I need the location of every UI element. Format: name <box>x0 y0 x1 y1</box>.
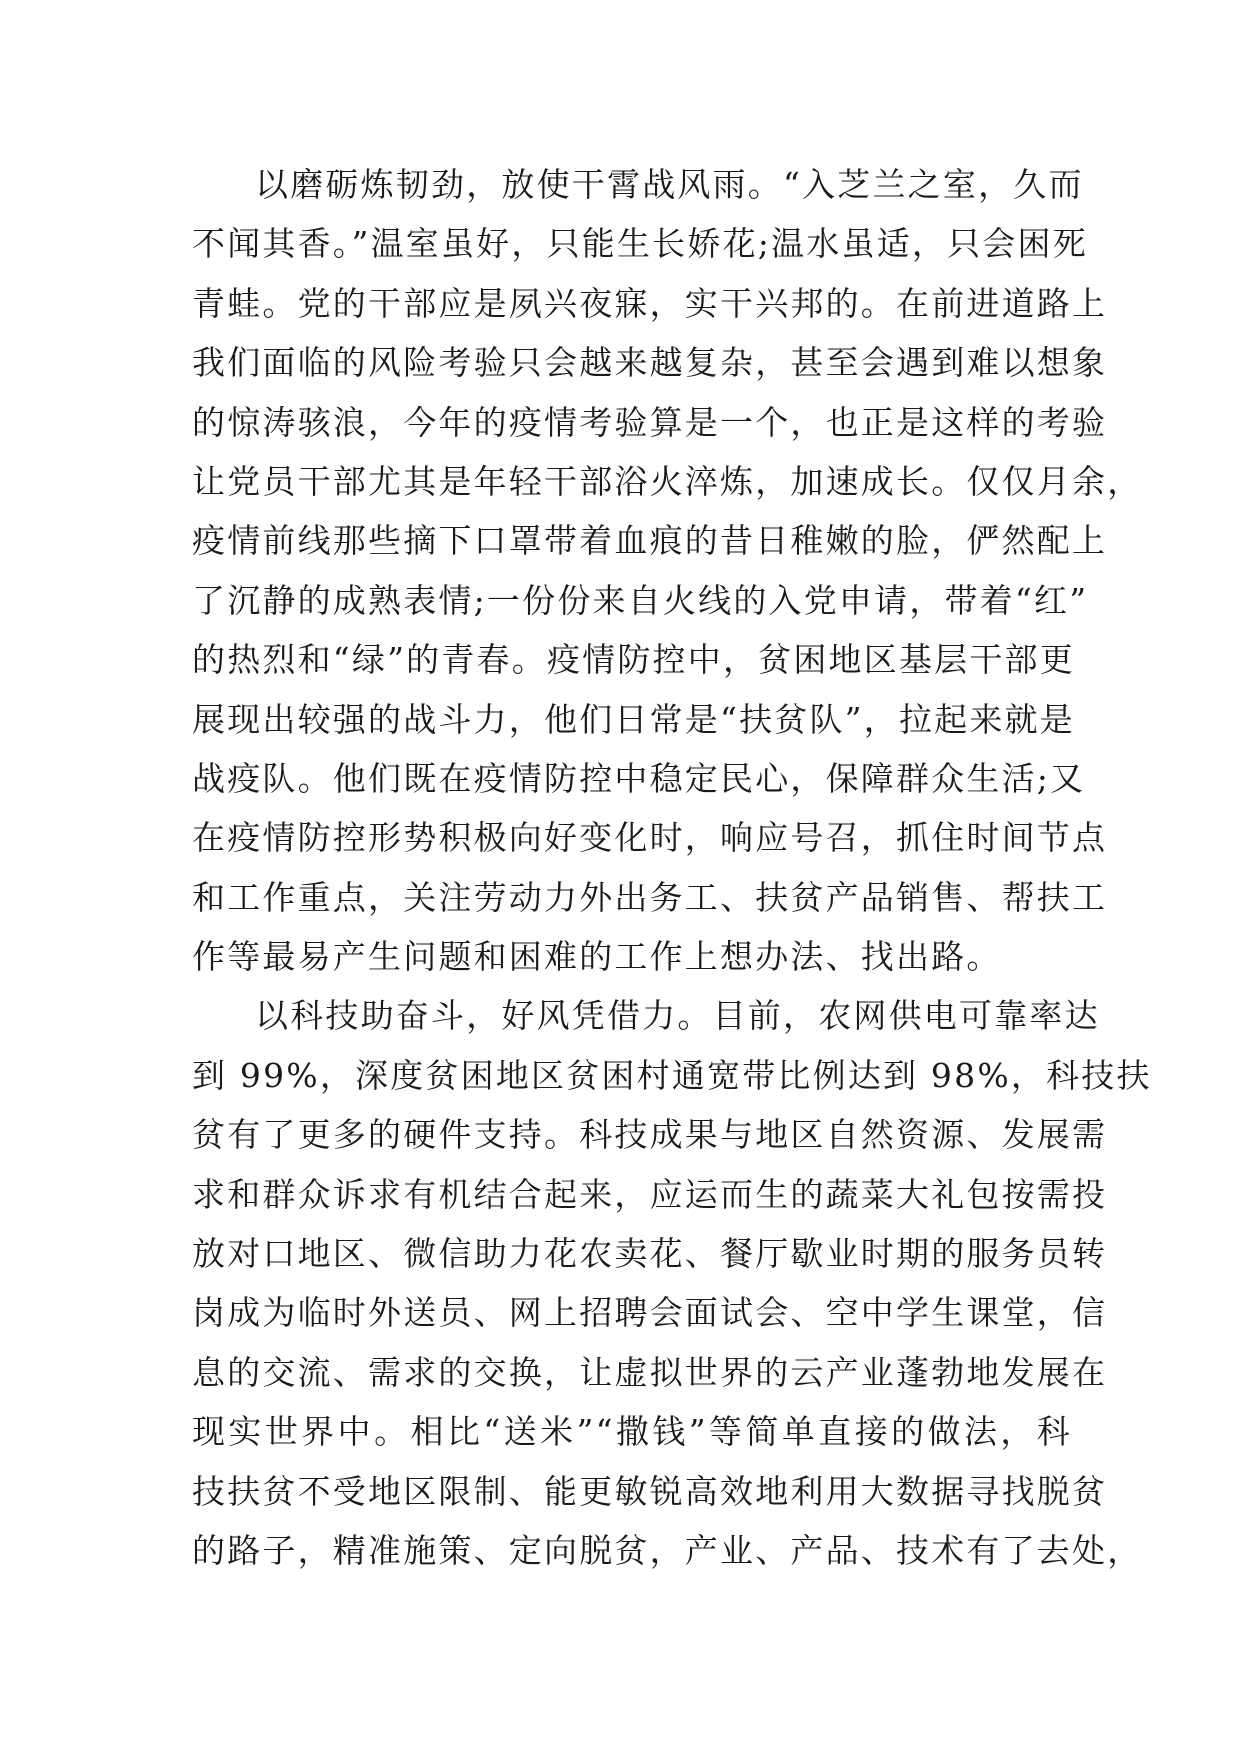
text-line: 技扶贫不受地区限制、能更敏锐高效地利用大数据寻找脱贫 <box>192 1471 1108 1511</box>
text-line: 现实世界中。相比“送米”“撒钱”等简单直接的做法，科 <box>192 1412 1072 1452</box>
text-line: 战疫队。他们既在疫情防控中稳定民心，保障群众生活;又 <box>192 758 1086 798</box>
paragraph-2 <box>192 986 1152 1580</box>
text-line: 以科技助奋斗，好风凭借力。目前，农网供电可靠率达 <box>255 996 1100 1036</box>
text-line: 了沉静的成熟表情;一份份来自火线的入党申请，带着“红” <box>192 580 1089 620</box>
text-line: 疫情前线那些摘下口罩带着血痕的昔日稚嫩的脸，俨然配上 <box>192 521 1108 561</box>
text-line: 在疫情防控形势积极向好变化时，响应号召，抓住时间节点 <box>192 818 1108 858</box>
text-line: 的路子，精准施策、定向脱贫，产业、产品、技术有了去处， <box>192 1530 1143 1570</box>
text-line: 到 99%，深度贫困地区贫困村通宽带比例达到 98%，科技扶 <box>192 1055 1152 1095</box>
text-line: 放对口地区、微信助力花农卖花、餐厅歇业时期的服务员转 <box>192 1234 1108 1274</box>
text-line: 以磨砺炼韧劲，放使干霄战风雨。“入芝兰之室，久而 <box>255 165 1084 204</box>
text-line: 展现出较强的战斗力，他们日常是“扶贫队”，拉起来就是 <box>192 699 1075 739</box>
text-line: 的惊涛骇浪，今年的疫情考验算是一个，也正是这样的考验 <box>192 402 1108 442</box>
text-line: 不闻其香。”温室虽好，只能生长娇花;温水虽适，只会困死 <box>192 224 1088 264</box>
body-text <box>192 155 1152 1580</box>
text-line: 我们面临的风险考验只会越来越复杂，甚至会遇到难以想象 <box>192 343 1108 383</box>
text-line: 和工作重点，关注劳动力外出务工、扶贫产品销售、帮扶工 <box>192 877 1108 917</box>
text-line: 求和群众诉求有机结合起来，应运而生的蔬菜大礼包按需投 <box>192 1174 1108 1214</box>
text-line: 息的交流、需求的交换，让虚拟世界的云产业蓬勃地发展在 <box>192 1352 1108 1392</box>
text-line: 的热烈和“绿”的青春。疫情防控中，贫困地区基层干部更 <box>192 640 1075 680</box>
text-line: 贫有了更多的硬件支持。科技成果与地区自然资源、发展需 <box>192 1115 1108 1155</box>
text-line: 青蛙。党的干部应是夙兴夜寐，实干兴邦的。在前进道路上 <box>192 283 1108 323</box>
text-line: 岗成为临时外送员、网上招聘会面试会、空中学生课堂，信 <box>192 1293 1108 1333</box>
text-line: 让党员干部尤其是年轻干部浴火淬炼，加速成长。仅仅月余， <box>192 461 1143 501</box>
text-line: 作等最易产生问题和困难的工作上想办法、找出路。 <box>192 937 1002 977</box>
paragraph-1 <box>192 155 1143 986</box>
